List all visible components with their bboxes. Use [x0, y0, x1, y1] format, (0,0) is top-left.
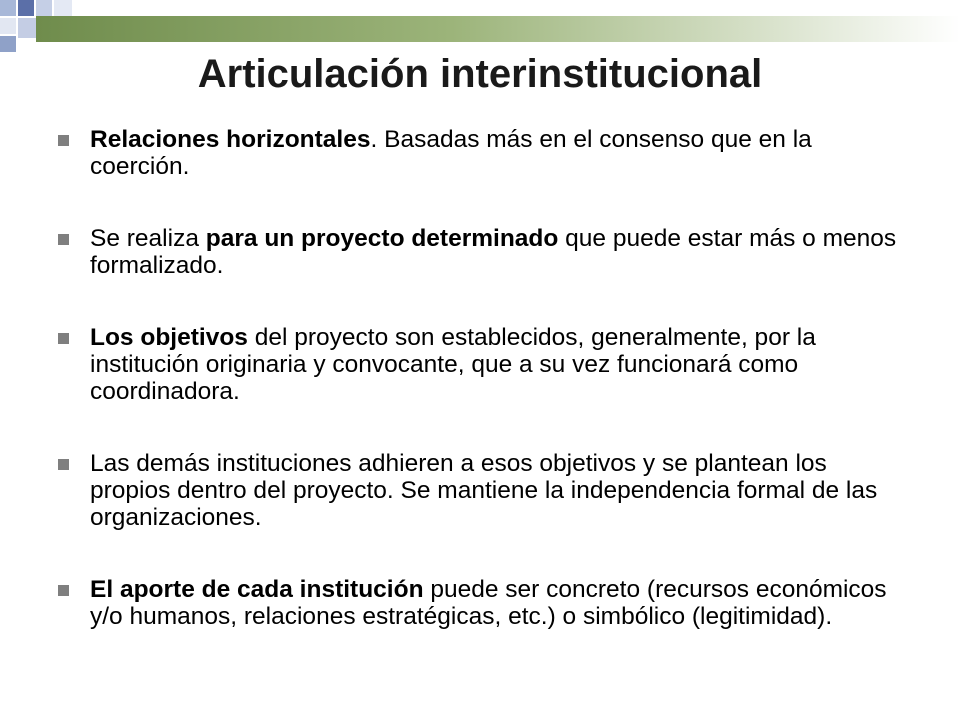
bullet-text: del proyecto son establecidos, generalmente, por la institución originaria y convocante, que a su vez funcionará como coordinadora. — [90, 324, 816, 405]
decor-square — [0, 0, 16, 16]
bullet-text: que puede estar más o menos formalizado. — [90, 225, 897, 279]
slide-title: Articulación interinstitucional — [197, 52, 763, 96]
square-bullet-icon — [58, 333, 69, 344]
bullet-emphasis: Los objetivos — [90, 324, 248, 351]
decor-square — [0, 18, 16, 34]
bullet-text: Se realiza — [90, 225, 206, 252]
bullet-item — [58, 126, 898, 180]
bullet-emphasis: Relaciones horizontales — [90, 126, 371, 153]
bullet-item — [58, 450, 898, 531]
bullet-emphasis: para un proyecto determinado — [205, 225, 559, 252]
square-bullet-icon — [58, 459, 69, 470]
decor-square — [18, 0, 34, 16]
decor-square — [54, 0, 72, 16]
decor-square — [36, 0, 52, 16]
bullet-text: . Basadas más en el consenso que en la coerción. — [90, 126, 812, 180]
square-bullet-icon — [58, 234, 69, 245]
decor-square — [18, 18, 38, 38]
bullet-text: Las demás instituciones adhieren a esos objetivos y se plantean los propios dentro del proyecto. Se mantiene la independencia formal de las organizaciones. — [90, 450, 878, 531]
bullet-emphasis: El aporte de cada institución — [90, 576, 424, 603]
square-bullet-icon — [58, 585, 69, 596]
header-banner — [36, 16, 960, 42]
bullet-item — [58, 324, 898, 405]
bullet-text: puede ser concreto (recursos económicos y/o humanos, relaciones estratégicas, etc.) o simbólico (legitimidad). — [90, 576, 887, 630]
bullet-list — [58, 126, 898, 630]
bullet-item — [58, 225, 898, 279]
bullet-item — [58, 576, 898, 630]
square-bullet-icon — [58, 135, 69, 146]
